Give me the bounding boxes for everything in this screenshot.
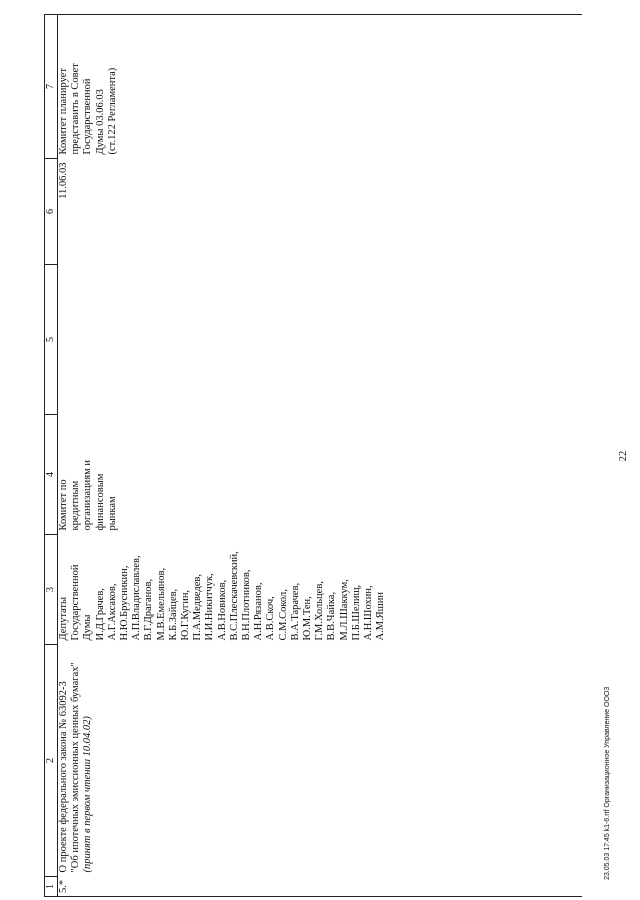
note-line: представить в Совет bbox=[70, 63, 82, 155]
author-line: Н.Ю.Брусникин, bbox=[119, 565, 131, 641]
note-line: (ст.122 Регламента) bbox=[106, 67, 118, 155]
author-line: А.Н.Рязанов, bbox=[253, 582, 265, 641]
committee-line: организациям и bbox=[82, 460, 94, 531]
document-footer: 23.05.03 17:45 k1-6.rtf Организационное Управление ООО3 bbox=[604, 686, 611, 880]
committee-line: кредитным bbox=[70, 480, 82, 531]
author-line: К.Б.Зайцев, bbox=[167, 588, 179, 641]
author-line: Депутаты bbox=[58, 596, 69, 641]
author-line: Думы bbox=[82, 614, 94, 641]
author-line: А.Г.Аксаков, bbox=[106, 583, 118, 641]
column-header: 4 bbox=[45, 415, 58, 535]
committee-line: Комитет по bbox=[58, 479, 69, 531]
author-line: Г.М.Хольцев, bbox=[314, 581, 326, 641]
committee-line: рынкам bbox=[106, 496, 118, 531]
authors-cell bbox=[58, 535, 583, 645]
table-row bbox=[58, 15, 583, 897]
author-line: П.А.Медведев, bbox=[192, 574, 204, 641]
author-line: В.Г.Драганов, bbox=[143, 578, 155, 641]
bill-title-cell bbox=[58, 645, 583, 877]
bill-reading-note: (принят в первом чтении 10.04.02) bbox=[82, 716, 94, 873]
column-header: 6 bbox=[45, 159, 58, 265]
author-line: С.М.Сокол, bbox=[277, 589, 289, 641]
committee-line: финансовым bbox=[94, 473, 106, 531]
note-line: Комитет планирует bbox=[58, 68, 69, 155]
date-cell: 11.06.03 bbox=[58, 159, 583, 265]
author-line: А.В.Новиков, bbox=[216, 579, 228, 641]
note-line: Думы 03.06.03 bbox=[94, 89, 106, 155]
bill-title-line: О проекте федерального закона № 63092-3 bbox=[58, 681, 69, 873]
column-header: 1 bbox=[45, 877, 58, 897]
column-header: 2 bbox=[45, 645, 58, 877]
author-line: М.Л.Шаккум, bbox=[338, 579, 350, 641]
author-line: Ю.Г.Кугин, bbox=[180, 589, 192, 641]
author-line: А.В.Скоч, bbox=[265, 596, 277, 641]
column-header: 7 bbox=[45, 15, 58, 159]
author-line: В.В.Чайка, bbox=[326, 591, 338, 641]
column-5-cell bbox=[58, 265, 583, 415]
table-header-row bbox=[45, 15, 58, 897]
committee-cell bbox=[58, 415, 583, 535]
author-line: А.П.Владиславлев, bbox=[131, 555, 143, 641]
author-line: И.И.Никитчук, bbox=[204, 573, 216, 641]
author-line: П.Б.Шелищ, bbox=[350, 584, 362, 641]
column-header: 5 bbox=[45, 265, 58, 415]
author-line: В.А.Тарачев, bbox=[289, 582, 301, 641]
author-line: А.М.Яшин bbox=[375, 592, 387, 641]
author-line: В.С.Плескачевский, bbox=[228, 551, 240, 641]
document-table bbox=[44, 14, 582, 897]
column-header: 3 bbox=[45, 535, 58, 645]
note-cell bbox=[58, 15, 583, 159]
page-number: 22 bbox=[618, 450, 629, 462]
note-line: Государственной bbox=[82, 78, 94, 155]
row-number: 5.* bbox=[58, 877, 583, 897]
author-line: Государственной bbox=[70, 564, 82, 641]
author-line: В.Н.Плотников, bbox=[241, 569, 253, 641]
author-line: А.Н.Шохин, bbox=[363, 585, 375, 641]
author-line: Ю.М.Тен, bbox=[302, 596, 314, 641]
author-line: М.В.Емельянов, bbox=[155, 567, 167, 641]
author-line: И.Д.Грачев, bbox=[94, 588, 106, 641]
bill-title-line: "Об ипотечных эмиссионных ценных бумагах" bbox=[70, 662, 82, 873]
